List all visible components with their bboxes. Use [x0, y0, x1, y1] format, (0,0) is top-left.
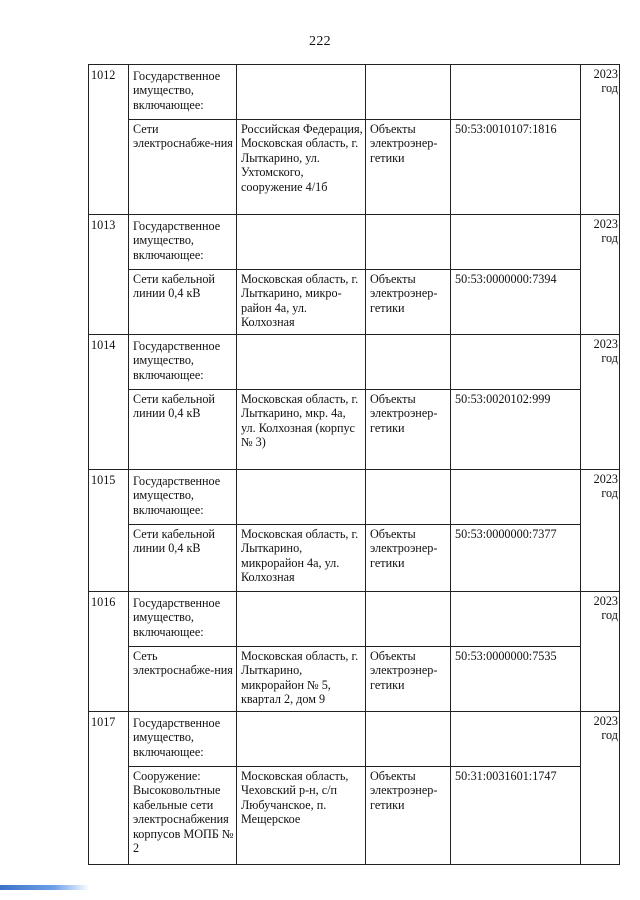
scan-edge-mark [0, 885, 90, 890]
entry-cadastral-number: 50:53:0000000:7535 [451, 647, 581, 712]
entry-year: 2023 год [581, 335, 620, 470]
entry-address: Московская область, г. Лыткарино, микро-район 4а, ул. Колхозная [237, 270, 366, 335]
empty-cell [237, 470, 366, 525]
empty-cell [366, 470, 451, 525]
entry-address: Московская область, г. Лыткарино, микрорайон № 5, квартал 2, дом 9 [237, 647, 366, 712]
entry-number: 1017 [89, 712, 129, 865]
registry-entry [89, 470, 620, 592]
property-registry-table [88, 64, 620, 865]
entry-number: 1016 [89, 592, 129, 712]
entry-intro: Государственное имущество, включающее: [129, 215, 237, 270]
empty-cell [237, 215, 366, 270]
entry-intro: Государственное имущество, включающее: [129, 470, 237, 525]
empty-cell [451, 335, 581, 390]
entry-cadastral-number: 50:53:0010107:1816 [451, 120, 581, 215]
entry-type: Объекты электроэнер-гетики [366, 270, 451, 335]
entry-cadastral-number: 50:53:0000000:7377 [451, 525, 581, 592]
entry-type: Объекты электроэнер-гетики [366, 120, 451, 215]
entry-name: Сети электроснабже-ния [129, 120, 237, 215]
empty-cell [366, 335, 451, 390]
entry-address: Московская область, г. Лыткарино, микрорайон 4а, ул. Колхозная [237, 525, 366, 592]
empty-cell [237, 592, 366, 647]
entry-intro: Государственное имущество, включающее: [129, 592, 237, 647]
entry-name: Сооружение: Высоковольтные кабельные сети электроснабжения корпусов МОПБ № 2 [129, 767, 237, 865]
entry-year: 2023 год [581, 592, 620, 712]
empty-cell [366, 65, 451, 120]
entry-year: 2023 год [581, 215, 620, 335]
empty-cell [366, 712, 451, 767]
entry-type: Объекты электроэнер-гетики [366, 767, 451, 865]
entry-intro: Государственное имущество, включающее: [129, 335, 237, 390]
empty-cell [366, 215, 451, 270]
empty-cell [237, 335, 366, 390]
entry-name: Сеть электроснабже-ния [129, 647, 237, 712]
entry-number: 1013 [89, 215, 129, 335]
empty-cell [237, 712, 366, 767]
registry-entry [89, 65, 620, 215]
registry-entry [89, 592, 620, 712]
entry-name: Сети кабельной линии 0,4 кВ [129, 270, 237, 335]
empty-cell [237, 65, 366, 120]
entry-address: Московская область, Чеховский р-н, с/п Любучанское, п. Мещерское [237, 767, 366, 865]
registry-entry [89, 215, 620, 335]
empty-cell [451, 470, 581, 525]
page-number: 222 [309, 34, 331, 49]
entry-cadastral-number: 50:53:0000000:7394 [451, 270, 581, 335]
entry-number: 1012 [89, 65, 129, 215]
entry-address: Российская Федерация, Московская область, г. Лыткарино, ул. Ухтомского, сооружение 4/1б [237, 120, 366, 215]
entry-address: Московская область, г. Лыткарино, мкр. 4а, ул. Колхозная (корпус № 3) [237, 390, 366, 470]
entry-year: 2023 год [581, 65, 620, 215]
entry-intro: Государственное имущество, включающее: [129, 65, 237, 120]
entry-number: 1015 [89, 470, 129, 592]
entry-number: 1014 [89, 335, 129, 470]
entry-cadastral-number: 50:31:0031601:1747 [451, 767, 581, 865]
empty-cell [451, 712, 581, 767]
empty-cell [451, 592, 581, 647]
empty-cell [451, 65, 581, 120]
empty-cell [451, 215, 581, 270]
entry-year: 2023 год [581, 470, 620, 592]
entry-name: Сети кабельной линии 0,4 кВ [129, 390, 237, 470]
entry-year: 2023 год [581, 712, 620, 865]
entry-intro: Государственное имущество, включающее: [129, 712, 237, 767]
entry-type: Объекты электроэнер-гетики [366, 525, 451, 592]
registry-entry [89, 712, 620, 865]
registry-entry [89, 335, 620, 470]
empty-cell [366, 592, 451, 647]
entry-type: Объекты электроэнер-гетики [366, 390, 451, 470]
entry-type: Объекты электроэнер-гетики [366, 647, 451, 712]
entry-cadastral-number: 50:53:0020102:999 [451, 390, 581, 470]
entry-name: Сети кабельной линии 0,4 кВ [129, 525, 237, 592]
